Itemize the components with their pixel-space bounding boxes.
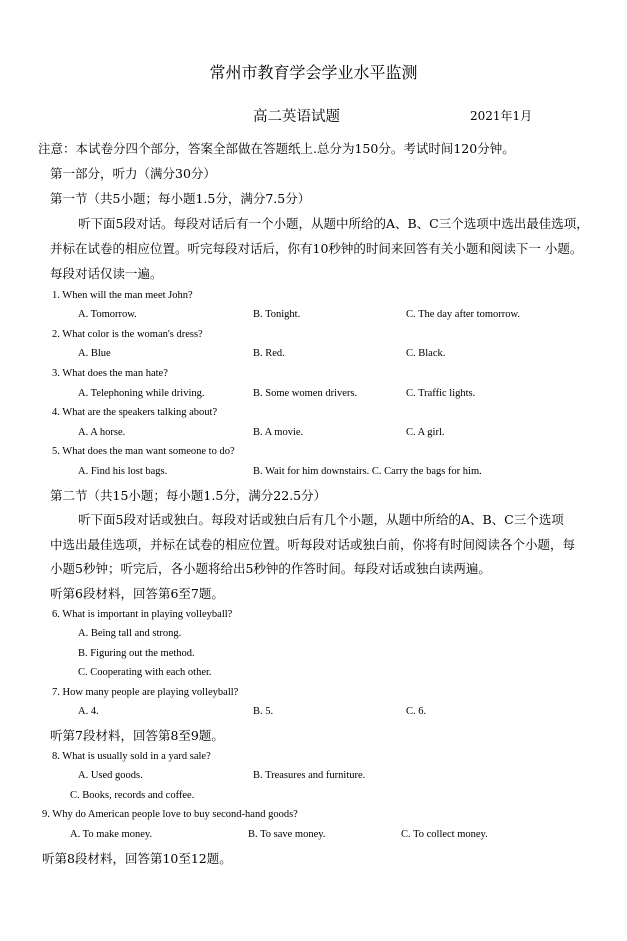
option-a: A. Used goods. bbox=[78, 770, 143, 781]
exam-date: 2021年1月 bbox=[470, 109, 533, 123]
material-6-heading: 听第6段材料，回答第6至7题。 bbox=[50, 586, 224, 601]
question-3: 3. What does the man hate? bbox=[52, 368, 168, 379]
question-2: 2. What color is the woman's dress? bbox=[52, 329, 203, 340]
option-b: B. Figuring out the method. bbox=[78, 648, 195, 659]
exam-note: 注意：本试卷分四个部分，答案全部做在答题纸上.总分为150分。考试时间120分钟。 bbox=[38, 141, 515, 156]
option-b: B. Red. bbox=[253, 348, 285, 359]
section2-instruction-line: 中选出最佳选项，并标在试卷的相应位置。听每段对话或独白前，你将有时间阅读各个小题，每 bbox=[50, 537, 576, 552]
option-a: A. 4. bbox=[78, 706, 99, 717]
section1-instruction-line: 每段对话仅读一遍。 bbox=[50, 266, 163, 281]
part1-heading: 第一部分，听力（满分30分） bbox=[50, 166, 216, 181]
option-c: C. 6. bbox=[406, 706, 427, 717]
option-c: C. Cooperating with each other. bbox=[78, 667, 212, 678]
option-c: C. The day after tomorrow. bbox=[406, 309, 521, 320]
option-b-and-c: B. Wait for him downstairs. C. Carry the bags for him. bbox=[253, 466, 482, 477]
question-8: 8. What is usually sold in a yard sale? bbox=[52, 751, 211, 762]
question-4: 4. What are the speakers talking about? bbox=[52, 407, 218, 418]
option-b: B. 5. bbox=[253, 706, 274, 717]
section1-instruction-line: 并标在试卷的相应位置。听完每段对话后，你有10秒钟的时间来回答有关小题和阅读下一 小题。 bbox=[50, 241, 583, 256]
option-a: A. Telephoning while driving. bbox=[78, 388, 205, 399]
material-7-heading: 听第7段材料，回答第8至9题。 bbox=[50, 728, 224, 743]
section2-heading: 第二节（共15小题；每小题1.5分，满分22.5分） bbox=[50, 488, 327, 503]
option-c: C. A girl. bbox=[406, 427, 445, 438]
option-a: A. Being tall and strong. bbox=[78, 628, 182, 639]
section1-instruction-line: 听下面5段对话。每段对话后有一个小题，从题中所给的A、B、C三个选项中选出最佳选项， bbox=[78, 216, 589, 231]
option-a: A. Find his lost bags. bbox=[78, 466, 168, 477]
option-c: C. Traffic lights. bbox=[406, 388, 476, 399]
option-a: A. To make money. bbox=[70, 829, 153, 840]
option-a: A. Blue bbox=[78, 348, 111, 359]
option-b: B. Some women drivers. bbox=[253, 388, 358, 399]
section1-heading: 第一节（共5小题；每小题1.5分，满分7.5分） bbox=[50, 191, 311, 206]
option-b: B. Treasures and furniture. bbox=[253, 770, 366, 781]
option-b: B. To save money. bbox=[248, 829, 326, 840]
question-1: 1. When will the man meet John? bbox=[52, 290, 193, 301]
question-5: 5. What does the man want someone to do? bbox=[52, 446, 235, 457]
option-a: A. Tomorrow. bbox=[78, 309, 137, 320]
exam-subtitle: 高二英语试题 bbox=[253, 109, 340, 125]
section2-instruction-line: 听下面5段对话或独白。每段对话或独白后有几个小题，从题中所给的A、B、C三个选项 bbox=[78, 512, 564, 527]
question-6: 6. What is important in playing volleyball? bbox=[52, 609, 233, 620]
section2-instruction-line: 小题5秒钟；听完后，各小题将给出5秒钟的作答时间。每段对话或独白读两遍。 bbox=[50, 561, 491, 576]
option-a: A. A horse. bbox=[78, 427, 126, 438]
option-c: C. Books, records and coffee. bbox=[70, 790, 195, 801]
material-8-heading: 听第8段材料，回答第10至12题。 bbox=[42, 851, 232, 866]
exam-title: 常州市教育学会学业水平监测 bbox=[209, 63, 418, 82]
question-7: 7. How many people are playing volleyball? bbox=[52, 687, 239, 698]
question-9: 9. Why do American people love to buy second-hand goods? bbox=[42, 809, 298, 820]
option-c: C. To collect money. bbox=[401, 829, 488, 840]
option-b: B. Tonight. bbox=[253, 309, 301, 320]
option-b: B. A movie. bbox=[253, 427, 304, 438]
option-c: C. Black. bbox=[406, 348, 446, 359]
